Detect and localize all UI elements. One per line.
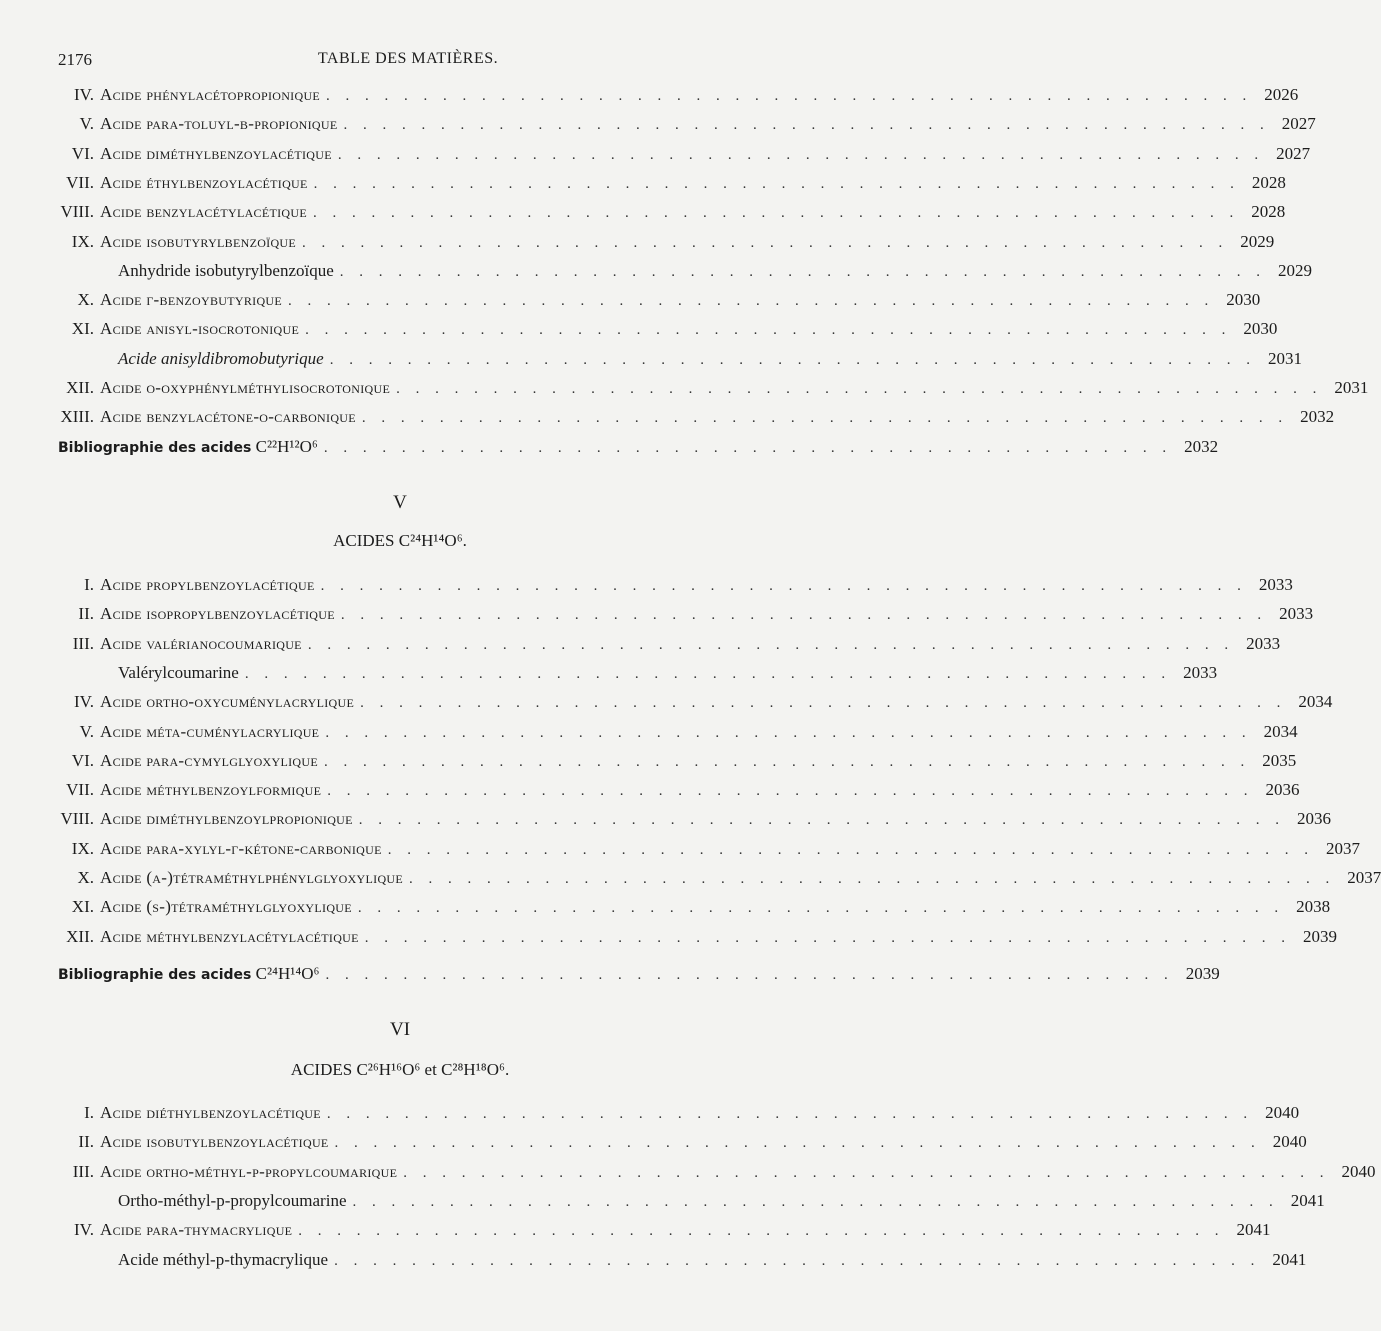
entry-label: Anhydride isobutyrylbenzoïque: [118, 260, 334, 280]
page-reference: 2030: [1243, 319, 1278, 339]
page-reference: 2038: [1296, 897, 1331, 917]
entry-label: Acide méta-cuménylacrylique: [100, 721, 320, 741]
leader-dots: . . . . . . . . . . . . . . . . . . . . . . . . . . . . . . . . . . . . . . . . . . . . . . . .: [313, 175, 1240, 192]
leader-dots: . . . . . . . . . . . . . . . . . . . . . . . . . . . . . . . . . . . . . . . . . . . . . . . .: [358, 812, 1286, 829]
leader-dots: . . . . . . . . . . . . . . . . . . . . . . . . . . . . . . . . . . . . . . . . . . . . . . . .: [305, 322, 1232, 339]
toc-entry: [58, 317, 1278, 341]
toc-entry: [58, 1101, 1300, 1125]
toc-entry: [58, 749, 1297, 773]
leader-dots: . . . . . . . . . . . . . . . . . . . . . . . . . . . . . . . . . . . . . . . . . . . . . . . .: [343, 117, 1270, 134]
page-reference: 2033: [1183, 662, 1218, 682]
toc-entry: [58, 895, 1331, 919]
page-reference: 2031: [1334, 378, 1369, 397]
entry-number: VI.: [71, 750, 94, 770]
entry-label: Acide benzylacétylacétique: [100, 202, 307, 222]
entry-label: Acide para-toluyl-β-propionique: [100, 114, 338, 134]
entry-number: XII.: [66, 926, 94, 946]
section-title: ACIDES C²⁴H¹⁴O⁶.: [333, 531, 467, 550]
entry-number: IX.: [71, 838, 94, 858]
leader-dots: . . . . . . . . . . . . . . . . . . . . . . . . . . . . . . . . . . . . . . . . . . . . . . . .: [244, 665, 1172, 682]
toc-entry: [58, 1160, 1376, 1184]
leader-dots: . . . . . . . . . . . . . . . . . . . . . . . . . . . . . . . . . . . . . . . . . . . . . . . .: [387, 841, 1314, 858]
leader-dots: . . . . . . . . . . . . . . . . . . . . . . . . . . . . . . . . . . . . . . . . . . . . . . . .: [361, 410, 1289, 427]
toc-entry: [58, 405, 1335, 429]
leader-dots: . . . . . . . . . . . . . . . . . . . . . . . . . . . . . . . . . . . . . . . . . . . . . . . .: [396, 381, 1323, 397]
toc-entry: [58, 690, 1333, 714]
page-reference: 2034: [1298, 692, 1333, 712]
toc-entry: [58, 259, 1313, 283]
leader-dots: . . . . . . . . . . . . . . . . . . . . . . . . . . . . . . . . . . . . . . . . . . . . . . . .: [337, 146, 1265, 163]
entry-number: VIII.: [60, 809, 94, 829]
leader-dots: . . . . . . . . . . . . . . . . . . . . . . . . . . . . . . . . . . . . . . . . . . . . . . . .: [298, 1223, 1225, 1240]
entry-number: IV.: [74, 85, 94, 104]
page-reference: 2036: [1265, 780, 1300, 800]
entry-label: Acide (s-)tétraméthylglyoxylique: [100, 897, 352, 917]
entry-label: Valérylcoumarine: [118, 662, 239, 682]
leader-dots: . . . . . . . . . . . . . . . . . . . . . . . . . . . . . . . . . . . . . . . . . . . . . . . .: [334, 1252, 1261, 1269]
page-reference: 2040: [1341, 1161, 1376, 1181]
leader-dots: . . . . . . . . . . . . . . . . . . . . . . . . . . . . . . . . . . . . . . . . . . . . . . . .: [326, 1106, 1254, 1122]
toc-entry: [58, 1189, 1325, 1213]
page-reference: 2037: [1325, 838, 1360, 858]
page-reference: 2032: [1184, 437, 1219, 456]
entry-label: Acide (a-)tétraméthylphénylglyoxylique: [100, 868, 404, 887]
page-reference: 2041: [1236, 1220, 1271, 1240]
leader-dots: . . . . . . . . . . . . . . . . . . . . . . . . . . . . . . . . . . . . . . . . . . . . . . . .: [327, 783, 1254, 800]
entry-label: Acide diméthylbenzoylpropionique: [100, 809, 353, 829]
entry-label: Acide éthylbenzoylacétique: [100, 172, 308, 192]
entry-label: Bibliographie des acides C²²H¹²O⁶: [58, 437, 318, 456]
entry-number: V.: [79, 721, 94, 741]
entry-label: Acide para-thymacrylique: [100, 1220, 293, 1240]
entry-number: I.: [84, 575, 94, 594]
page-reference: 2028: [1251, 202, 1286, 222]
entry-number: XII.: [66, 378, 94, 397]
page-reference: 2039: [1185, 964, 1220, 983]
toc-entry: [58, 925, 1338, 949]
entry-label: Acide para-cymylglyoxylique: [100, 750, 318, 770]
page-reference: 2041: [1290, 1190, 1325, 1210]
entry-number: IV.: [74, 1220, 94, 1240]
toc-entry: [58, 602, 1314, 626]
leader-dots: . . . . . . . . . . . . . . . . . . . . . . . . . . . . . . . . . . . . . . . . . . . . . . . .: [352, 1193, 1279, 1210]
entry-number: II.: [78, 604, 94, 624]
leader-dots: . . . . . . . . . . . . . . . . . . . . . . . . . . . . . . . . . . . . . . . . . . . . . . . .: [357, 900, 1285, 917]
entry-label: Acide diéthylbenzoylacétique: [100, 1103, 321, 1122]
page-reference: 2029: [1240, 231, 1275, 251]
entry-label: Bibliographie des acides C²⁴H¹⁴O⁶: [58, 964, 320, 983]
entry-label: Acide benzylacétone-o-carbonique: [100, 407, 356, 427]
entry-number: IV.: [74, 692, 94, 712]
toc-entry: [58, 347, 1302, 371]
page-reference: 2033: [1258, 575, 1293, 594]
entry-label: Ortho-méthyl-p-propylcoumarine: [118, 1190, 347, 1210]
leader-dots: . . . . . . . . . . . . . . . . . . . . . . . . . . . . . . . . . . . . . . . . . . . . . . . .: [323, 753, 1251, 770]
page-reference: 2027: [1276, 143, 1311, 163]
entry-number: XI.: [71, 319, 94, 339]
page-reference: 2039: [1303, 926, 1338, 946]
entry-number: I.: [84, 1103, 94, 1122]
page-header: [58, 50, 758, 72]
toc-entry: [58, 720, 1298, 744]
entry-label: Acide phénylacétopropionique: [100, 85, 321, 104]
toc-entry: [58, 632, 1281, 656]
leader-dots: . . . . . . . . . . . . . . . . . . . . . . . . . . . . . . . . . . . . . . . . . . . .: [323, 440, 1173, 456]
section-numeral: VI: [389, 1019, 411, 1040]
entry-number: IX.: [71, 231, 94, 251]
entry-label: Acide anisyl-isocrotonique: [100, 319, 300, 339]
section-numeral: V: [393, 492, 407, 513]
leader-dots: . . . . . . . . . . . . . . . . . . . . . . . . . . . . . . . . . . . . . . . . . . . . . . . .: [403, 1164, 1330, 1181]
toc-entry: [58, 142, 1311, 166]
toc-entry: [58, 573, 1293, 597]
page-reference: 2037: [1347, 868, 1381, 887]
entry-number: VII.: [66, 172, 94, 192]
toc-entry: [58, 661, 1218, 685]
entry-label: Acide isobutylbenzoylacétique: [100, 1132, 329, 1152]
toc-entry: [58, 112, 1316, 136]
toc-entry: [58, 200, 1286, 224]
leader-dots: . . . . . . . . . . . . . . . . . . . . . . . . . . . . . . . . . . . . . . . . . . . . . . . .: [312, 205, 1240, 222]
bibliography-entry: [58, 962, 1220, 986]
toc-entry: [58, 778, 1300, 802]
entry-number: X.: [77, 868, 94, 887]
entry-label: Acide isopropylbenzoylacétique: [100, 604, 335, 624]
entry-label: Acide γ-benzoybutyrique: [100, 290, 283, 310]
entry-label: Acide ortho-oxycuménylacrylique: [100, 692, 355, 712]
toc-entry: [58, 1130, 1307, 1154]
entry-number: III.: [72, 633, 94, 653]
page-reference: 2033: [1279, 604, 1314, 624]
page-reference: 2036: [1297, 809, 1332, 829]
leader-dots: . . . . . . . . . . . . . . . . . . . . . . . . . . . . . . . . . . . . . . . . . . . . . . . .: [320, 578, 1247, 594]
entry-number: II.: [78, 1132, 94, 1152]
toc-entry: [58, 288, 1261, 312]
toc-entry: [58, 230, 1275, 254]
page-reference: 2041: [1272, 1249, 1307, 1269]
entry-number: XI.: [71, 897, 94, 917]
entry-label: Acide valérianocoumarique: [100, 633, 302, 653]
page-reference: 2035: [1262, 750, 1297, 770]
toc-entry: [58, 83, 1299, 107]
entry-label: Acide isobutyrylbenzoïque: [100, 231, 297, 251]
page-reference: 2028: [1251, 172, 1286, 192]
toc-entry: [58, 807, 1332, 831]
entry-label: Acide méthyl-p-thymacrylique: [118, 1249, 329, 1269]
entry-label: Acide o-oxyphénylméthylisocrotonique: [100, 378, 391, 397]
page-reference: 2033: [1246, 633, 1281, 653]
leader-dots: . . . . . . . . . . . . . . . . . . . . . . . . . . . . . . . . . . . . . . . . . . . . . . . .: [288, 293, 1215, 310]
page-reference: 2040: [1265, 1103, 1300, 1122]
page-reference: 2032: [1300, 407, 1335, 427]
entry-label: Acide diméthylbenzoylacétique: [100, 143, 332, 163]
page-reference: 2031: [1267, 348, 1302, 368]
entry-number: XIII.: [60, 407, 94, 427]
entry-number: X.: [77, 290, 94, 310]
page-reference: 2027: [1281, 114, 1316, 134]
leader-dots: . . . . . . . . . . . . . . . . . . . . . . . . . . . . . . . . . . . . . . . . . . . . . . . .: [307, 636, 1235, 653]
entry-label: Acide méthylbenzoylformique: [100, 780, 322, 800]
toc-entry: [58, 866, 1381, 890]
leader-dots: . . . . . . . . . . . . . . . . . . . . . . . . . . . . . . . . . . . . . . . . . . . . . . . .: [302, 234, 1229, 251]
leader-dots: . . . . . . . . . . . . . . . . . . . . . . . . . . . . . . . . . . . . . . . . . . . . . . . .: [340, 607, 1268, 624]
leader-dots: . . . . . . . . . . . . . . . . . . . . . . . . . . . . . . . . . . . . . . . . . . . . . . . .: [339, 263, 1267, 280]
page-reference: 2040: [1272, 1132, 1307, 1152]
entry-number: VI.: [71, 143, 94, 163]
leader-dots: . . . . . . . . . . . . . . . . . . . . . . . . . . . . . . . . . . . . . . . . . . . . . . . .: [334, 1135, 1261, 1152]
toc-entry: [58, 837, 1360, 861]
leader-dots: . . . . . . . . . . . . . . . . . . . . . . . . . . . . . . . . . . . . . . . . . . . . . . . .: [325, 724, 1252, 741]
entry-label: Acide méthylbenzylacétylacétique: [100, 926, 359, 946]
entry-number: V.: [79, 114, 94, 134]
leader-dots: . . . . . . . . . . . . . . . . . . . . . . . . . . . . . . . . . . . . . . . . . . . . . . . .: [329, 351, 1256, 368]
leader-dots: . . . . . . . . . . . . . . . . . . . . . . . . . . . . . . . . . . . . . . . . . . . . . . . .: [360, 695, 1287, 712]
toc-entry: [58, 1248, 1307, 1272]
page-number: 2176: [58, 50, 92, 69]
running-title: TABLE DES MATIÈRES.: [317, 50, 499, 67]
entry-number: III.: [72, 1161, 94, 1181]
toc-entry: [58, 171, 1286, 195]
entry-label: Acide para-xylyl-γ-kétone-carbonique: [100, 838, 382, 858]
leader-dots: . . . . . . . . . . . . . . . . . . . . . . . . . . . . . . . . . . . . . . . . . . . . . . . .: [409, 871, 1336, 887]
leader-dots: . . . . . . . . . . . . . . . . . . . . . . . . . . . . . . . . . . . . . . . . . . . . . . . .: [364, 929, 1292, 946]
bibliography-entry: [58, 435, 1219, 459]
entry-label: Acide anisyldibromobutyrique: [118, 348, 324, 368]
entry-label: Acide ortho-méthyl-p-propylcoumarique: [100, 1161, 398, 1181]
entry-number: VII.: [66, 780, 94, 800]
entry-number: VIII.: [60, 202, 94, 222]
toc-entry: [58, 1218, 1271, 1242]
toc-entry: [58, 376, 1369, 400]
entry-label: Acide propylbenzoylacétique: [100, 575, 315, 594]
page-reference: 2029: [1278, 260, 1313, 280]
page-reference: 2030: [1226, 290, 1261, 310]
leader-dots: . . . . . . . . . . . . . . . . . . . . . . . . . . . . . . . . . . . . . . . . . . . .: [325, 967, 1174, 983]
page-reference: 2034: [1263, 721, 1298, 741]
leader-dots: . . . . . . . . . . . . . . . . . . . . . . . . . . . . . . . . . . . . . . . . . . . . . . . .: [326, 88, 1253, 104]
page-reference: 2026: [1264, 85, 1299, 104]
section-title: ACIDES C²⁶H¹⁶O⁶ et C²⁸H¹⁸O⁶.: [290, 1060, 510, 1079]
